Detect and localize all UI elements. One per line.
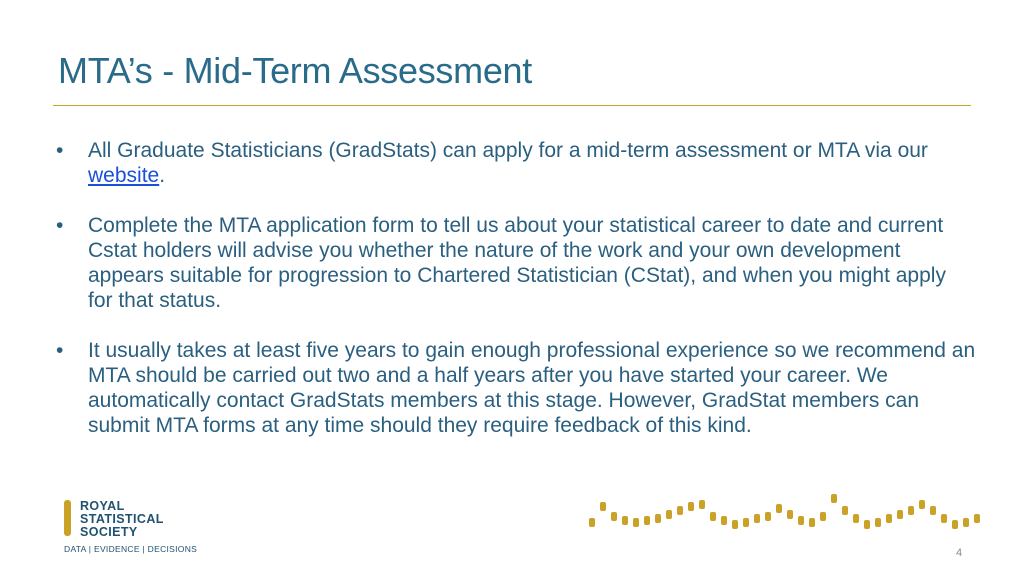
decorative-dot bbox=[842, 506, 848, 515]
decorative-dot bbox=[688, 502, 694, 511]
decorative-dot bbox=[875, 518, 881, 527]
decorative-dot bbox=[589, 518, 595, 527]
decorative-dot bbox=[765, 512, 771, 521]
bullet-marker: • bbox=[56, 214, 64, 237]
decorative-dot bbox=[633, 518, 639, 527]
logo-line-royal: ROYAL bbox=[80, 499, 125, 513]
decorative-dot bbox=[776, 504, 782, 513]
decorative-dot bbox=[754, 514, 760, 523]
page-number: 4 bbox=[956, 547, 963, 559]
decorative-dot bbox=[655, 514, 661, 523]
decorative-dot bbox=[743, 518, 749, 527]
decorative-dot bbox=[853, 514, 859, 523]
bullet-3-text: It usually takes at least five years to gain enough professional experience so we recommend an MTA should be carried out two and a half years after you have started your career. We automatically contact GradStats members at this stage. However, GradStat members can submit MTA forms at any time should they require feedback of this kind. bbox=[88, 339, 976, 437]
decorative-dot bbox=[721, 516, 727, 525]
logo-tagline: DATA | EVIDENCE | DECISIONS bbox=[64, 544, 198, 554]
bullet-item-2 bbox=[56, 213, 976, 313]
decorative-dot bbox=[930, 506, 936, 515]
title-divider bbox=[53, 105, 971, 106]
bullet-1-end: . bbox=[159, 164, 166, 187]
decorative-dot bbox=[941, 514, 947, 523]
decorative-dot bbox=[622, 516, 628, 525]
logo-line-statistical: STATISTICAL bbox=[80, 512, 164, 526]
logo-line-society: SOCIETY bbox=[80, 525, 138, 539]
logo-gold-bar bbox=[64, 500, 71, 536]
rss-logo bbox=[60, 496, 220, 556]
decorative-dot bbox=[666, 510, 672, 519]
decorative-dot bbox=[644, 516, 650, 525]
decorative-dot bbox=[798, 516, 804, 525]
decorative-dot bbox=[611, 512, 617, 521]
bullet-item-1 bbox=[56, 138, 976, 188]
decorative-dot bbox=[820, 512, 826, 521]
decorative-dot bbox=[600, 502, 606, 511]
bullet-1-text: All Graduate Statisticians (GradStats) can apply for a mid-term assessment or MTA via our bbox=[88, 139, 928, 162]
decorative-dot bbox=[952, 520, 958, 529]
bullet-item-3 bbox=[56, 338, 976, 438]
website-link[interactable]: website bbox=[88, 164, 160, 187]
bullet-marker: • bbox=[56, 339, 64, 362]
decorative-dot bbox=[919, 500, 925, 509]
slide-title: MTA’s - Mid-Term Assessment bbox=[58, 50, 532, 91]
bullet-list bbox=[56, 138, 976, 463]
decorative-dot bbox=[974, 514, 980, 523]
decorative-dot bbox=[886, 514, 892, 523]
decorative-dot bbox=[677, 506, 683, 515]
decorative-dot bbox=[699, 500, 705, 509]
decorative-dot bbox=[908, 506, 914, 515]
decorative-dot bbox=[710, 512, 716, 521]
decorative-dot bbox=[787, 510, 793, 519]
decorative-dot-wave bbox=[585, 488, 995, 533]
bullet-marker: • bbox=[56, 139, 64, 162]
decorative-dot bbox=[864, 520, 870, 529]
decorative-dot bbox=[897, 510, 903, 519]
bullet-2-text: Complete the MTA application form to tell us about your statistical career to date and current Cstat holders will advise you whether the nature of the work and your own development appears suitable for progression to Chartered Statistician (CStat), and when you might apply for that status. bbox=[88, 214, 946, 312]
decorative-dot bbox=[831, 494, 837, 503]
decorative-dot bbox=[732, 520, 738, 529]
decorative-dot bbox=[963, 518, 969, 527]
decorative-dot bbox=[809, 518, 815, 527]
